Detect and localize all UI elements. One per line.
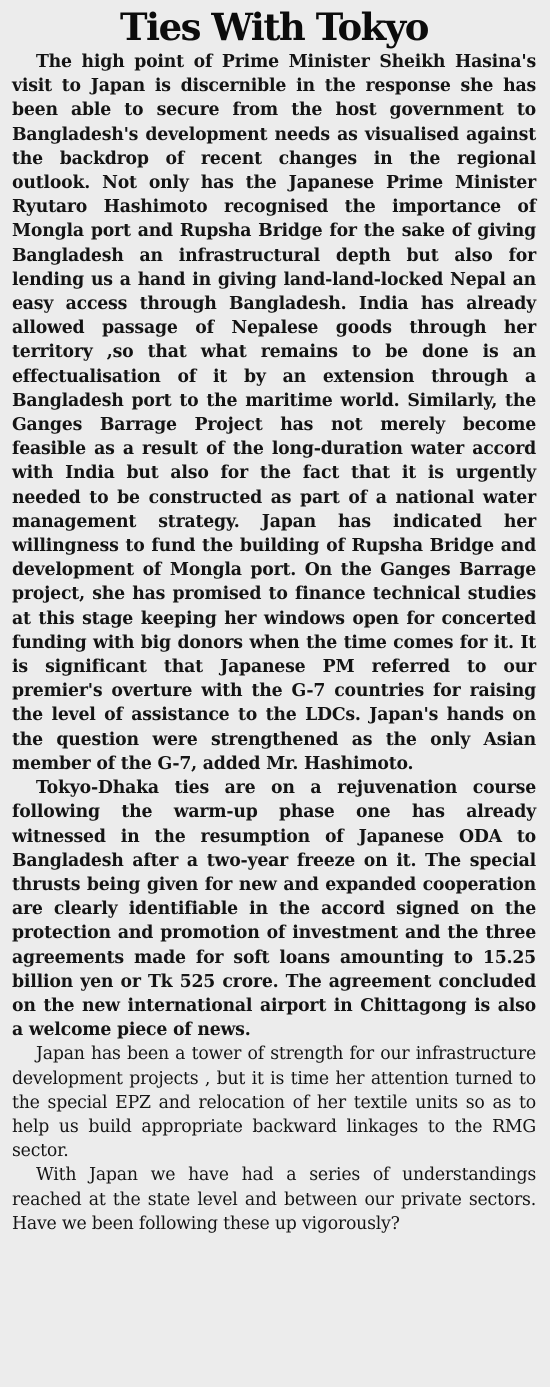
headline: Ties With Tokyo [120, 5, 428, 49]
paragraph-2: Tokyo-Dhaka ties are on a rejuvenation course following the warm-up phase one has already witnessed in the resumption of Japanese ODA to Bangladesh after a two-year freeze on it. The special thrusts being given for new and expanded cooperation are clearly identifiable in the accord signed on the protection and promotion of investment and the three agreements made for soft loans amounting to 15.25 billion yen or Tk 525 crore. The agreement concluded on the new international airport in Chittagong is also a welcome piece of news. [12, 778, 536, 1041]
paragraph-3: Japan has been a tower of strength for our infrastructure development projects , but it is time her attention turned to the special EPZ and relocation of her textile units so as to help us build appropriate backward linkages to the RMG sector. [12, 1044, 536, 1162]
paragraph-1: The high point of Prime Minister Sheikh Hasina's visit to Japan is discernible in the response she has been able to secure from the host government to Bangladesh's development needs as visualised against the backdrop of recent changes in the regional outlook. Not only has the Japanese Prime Minister Ryutaro Hashimoto recognised the importance of Mongla port and Rupsha Bridge for the sake of giving Bangladesh an infrastructural depth but also for lending us a hand in giving land-land-locked Nepal an easy access through Bangladesh. India has already allowed passage of Nepalese goods through her territory ,so that what remains to be done is an effectualisation of it by an extension through a Bangladesh port to the maritime world. Similarly, the Ganges Barrage Project has not merely become feasible as a result of the long-duration water accord with India but also for the fact that it is urgently needed to be constructed as part of a national water management strategy. Japan has indicated her willingness to fund the building of Rupsha Bridge and development of Mongla port. On the Ganges Barrage project, she has promised to finance technical studies at this stage keeping her windows open for concerted funding with big donors when the time comes for it. It is significant that Japanese PM referred to our premier's overture with the G-7 countries for raising the level of assistance to the LDCs. Japan's hands on the question were strengthened as the only Asian member of the G-7, added Mr. Hashimoto. [12, 52, 536, 774]
paragraph-4: With Japan we have had a series of understandings reached at the state level and between our private sectors. Have we been following these up vigorously? [12, 1165, 536, 1234]
